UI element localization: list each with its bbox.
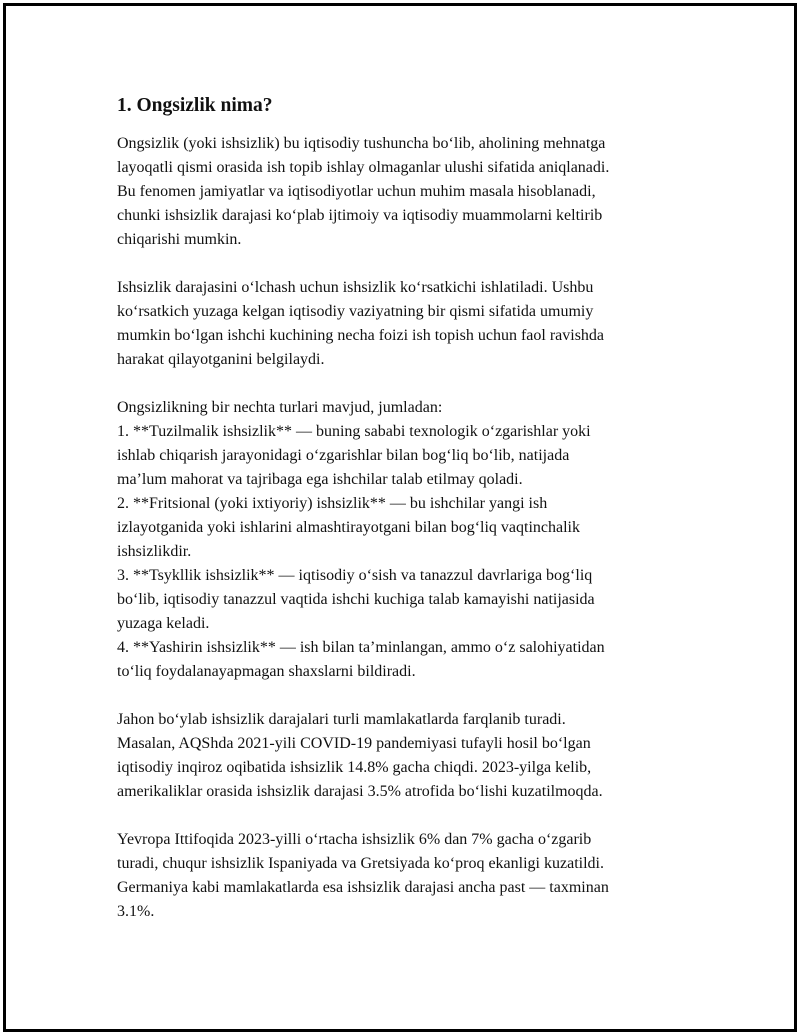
paragraph-measurement [117,276,697,372]
text-line: Ishsizlik darajasini o‘lchash uchun ishsizlik ko‘rsatkichi ishlatiladi. Ushbu [117,279,594,296]
text-line: ko‘rsatkich yuzaga kelgan iqtisodiy vaziyatning bir qismi sifatida umumiy [117,303,594,320]
text-line: mumkin bo‘lgan ishchi kuchining necha foizi ish topish uchun faol ravishda [117,327,605,344]
text-line: Bu fenomen jamiyatlar va iqtisodiyotlar uchun muhim masala hisoblanadi, [117,183,596,200]
text-line: chunki ishsizlik darajasi ko‘plab ijtimoiy va iqtisodiy muammolarni keltirib [117,207,603,224]
text-line: ma’lum mahorat va tajribaga ega ishchilar talab etilmay qoladi. [117,471,523,488]
list-item: 2. **Fritsional (yoki ixtiyoriy) ishsizlik** — bu ishchilar yangi ish [117,495,548,512]
text-line: Yevropa Ittifoqida 2023-yilli o‘rtacha ishsizlik 6% dan 7% gacha o‘zgarib [117,831,592,848]
list-item: 3. **Tsykllik ishsizlik** — iqtisodiy o‘sish va tanazzul davrlariga bog‘liq [117,567,593,584]
list-item: 4. **Yashirin ishsizlik** — ish bilan ta’minlangan, ammo o‘z salohiyatidan [117,639,605,656]
text-line: harakat qilayotganini belgilaydi. [117,351,325,368]
text-line: 3.1%. [117,903,155,920]
list-item: 1. **Tuzilmalik ishsizlik** — buning sababi texnologik o‘zgarishlar yoki [117,423,591,440]
text-line: chiqarishi mumkin. [117,231,242,248]
text-line: bo‘lib, iqtisodiy tanazzul vaqtida ishchi kuchiga talab kamayishi natijasida [117,591,595,608]
text-line: to‘liq foydalanayapmagan shaxslarni bildiradi. [117,663,416,680]
paragraph-europe [117,828,697,924]
document-body [117,94,697,948]
text-line: Jahon bo‘ylab ishsizlik darajalari turli mamlakatlarda farqlanib turadi. [117,711,566,728]
text-line: ishsizlikdir. [117,543,192,560]
text-line: iqtisodiy inqiroz oqibatida ishsizlik 14.8% gacha chiqdi. 2023-yilga kelib, [117,759,592,776]
text-line: ishlab chiqarish jarayonidagi o‘zgarishlar bilan bog‘liq bo‘lib, natijada [117,447,570,464]
text-line: yuzaga keladi. [117,615,210,632]
text-line: Ongsizlikning bir nechta turlari mavjud, jumladan: [117,399,443,416]
paragraph-types-list [117,396,697,684]
text-line: izlayotganida yoki ishlarini almashtirayotgani bilan bog‘liq vaqtinchalik [117,519,580,536]
text-line: amerikaliklar orasida ishsizlik darajasi 3.5% atrofida bo‘lishi kuzatilmoqda. [117,783,603,800]
paragraph-definition [117,132,697,252]
text-line: layoqatli qismi orasida ish topib ishlay olmaganlar ulushi sifatida aniqlanadi. [117,159,610,176]
section-heading: 1. Ongsizlik nima? [117,95,273,116]
text-line: turadi, chuqur ishsizlik Ispaniyada va Gretsiyada ko‘proq ekanligi kuzatildi. [117,855,604,872]
text-line: Masalan, AQShda 2021-yili COVID-19 pandemiyasi tufayli hosil bo‘lgan [117,735,591,752]
text-line: Germaniya kabi mamlakatlarda esa ishsizlik darajasi ancha past — taxminan [117,879,609,896]
paragraph-world-rates [117,708,697,804]
text-line: Ongsizlik (yoki ishsizlik) bu iqtisodiy tushuncha bo‘lib, aholining mehnatga [117,135,606,152]
